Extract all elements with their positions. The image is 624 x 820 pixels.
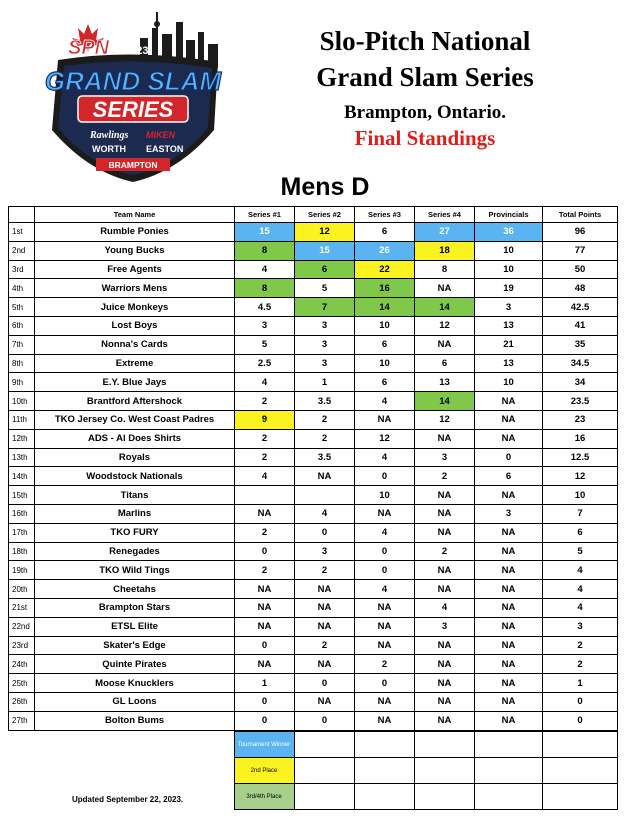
division-title: Mens D — [280, 173, 370, 201]
row-place: 26th — [9, 692, 35, 711]
row-place: 10th — [9, 392, 35, 411]
header-title-line2: Grand Slam Series — [316, 62, 534, 92]
row-place: 6th — [9, 316, 35, 335]
row-total: 48 — [543, 279, 618, 298]
table-row — [9, 316, 618, 335]
table-row — [9, 392, 618, 411]
row-s4: NA — [415, 655, 475, 674]
header-subtitle: Final Standings — [354, 126, 496, 150]
row-s3: 0 — [355, 542, 415, 561]
row-prov: 10 — [475, 373, 543, 392]
row-s2: 2 — [295, 561, 355, 580]
row-s3: 4 — [355, 580, 415, 599]
row-prov: 36 — [475, 223, 543, 242]
row-s1: NA — [235, 655, 295, 674]
row-s1 — [235, 486, 295, 505]
logo-line1: GRAND SLAM — [44, 66, 222, 96]
legend-row — [8, 758, 617, 784]
row-s3: 22 — [355, 260, 415, 279]
table-row — [9, 429, 618, 448]
row-team: TKO Jersey Co. West Coast Padres — [35, 410, 235, 429]
row-team: Free Agents — [35, 260, 235, 279]
row-prov: 10 — [475, 260, 543, 279]
row-place: 19th — [9, 561, 35, 580]
row-s3: 0 — [355, 561, 415, 580]
row-team: E.Y. Blue Jays — [35, 373, 235, 392]
row-s2: 2 — [295, 429, 355, 448]
row-team: Juice Monkeys — [35, 298, 235, 317]
row-s1: NA — [235, 598, 295, 617]
row-prov: NA — [475, 410, 543, 429]
table-row — [9, 692, 618, 711]
legend-yellow: 2nd Place — [234, 758, 294, 784]
row-s4: 8 — [415, 260, 475, 279]
row-place: 2nd — [9, 241, 35, 260]
row-s3: NA — [355, 410, 415, 429]
row-total: 6 — [543, 523, 618, 542]
row-place: 27th — [9, 711, 35, 730]
row-total: 4 — [543, 598, 618, 617]
row-prov: NA — [475, 392, 543, 411]
row-team: ADS - Al Does Shirts — [35, 429, 235, 448]
row-s2: 7 — [295, 298, 355, 317]
row-s2: 2 — [295, 636, 355, 655]
row-place: 20th — [9, 580, 35, 599]
row-prov: NA — [475, 542, 543, 561]
row-s4: 14 — [415, 298, 475, 317]
row-s2: 4 — [295, 504, 355, 523]
row-s1: 2 — [235, 448, 295, 467]
row-s1: 2 — [235, 523, 295, 542]
row-s4: NA — [415, 561, 475, 580]
row-prov: 0 — [475, 448, 543, 467]
row-s1: NA — [235, 580, 295, 599]
row-s3: NA — [355, 617, 415, 636]
col-total: Total Points — [543, 207, 618, 223]
row-s2: 0 — [295, 711, 355, 730]
sponsor-1: Rawlings — [90, 130, 129, 141]
row-prov: 13 — [475, 354, 543, 373]
row-s3: 10 — [355, 354, 415, 373]
legend-green: 3rd/4th Place — [234, 784, 294, 810]
row-s3: 10 — [355, 316, 415, 335]
row-place: 24th — [9, 655, 35, 674]
row-s1: 15 — [235, 223, 295, 242]
row-place: 16th — [9, 504, 35, 523]
row-s3: 4 — [355, 392, 415, 411]
table-row — [9, 636, 618, 655]
row-s2 — [295, 486, 355, 505]
row-s2: 3.5 — [295, 392, 355, 411]
row-total: 96 — [543, 223, 618, 242]
row-s3: 4 — [355, 448, 415, 467]
row-total: 50 — [543, 260, 618, 279]
row-team: ETSL Elite — [35, 617, 235, 636]
table-row — [9, 674, 618, 693]
table-row — [9, 298, 618, 317]
row-total: 4 — [543, 561, 618, 580]
row-team: Quinte Pirates — [35, 655, 235, 674]
row-s1: 3 — [235, 316, 295, 335]
row-s2: 15 — [295, 241, 355, 260]
row-place: 14th — [9, 467, 35, 486]
row-s3: NA — [355, 504, 415, 523]
logo-city: BRAMPTON — [108, 160, 158, 170]
col-provincials: Provincials — [475, 207, 543, 223]
row-s4: NA — [415, 429, 475, 448]
row-s4: 13 — [415, 373, 475, 392]
row-s4: 27 — [415, 223, 475, 242]
row-total: 12.5 — [543, 448, 618, 467]
row-s3: 12 — [355, 429, 415, 448]
row-total: 41 — [543, 316, 618, 335]
row-s1: 5 — [235, 335, 295, 354]
row-place: 11th — [9, 410, 35, 429]
row-total: 12 — [543, 467, 618, 486]
row-s1: 0 — [235, 542, 295, 561]
row-s2: 6 — [295, 260, 355, 279]
row-s4: NA — [415, 335, 475, 354]
row-s3: 16 — [355, 279, 415, 298]
standings-table — [8, 206, 618, 731]
row-s4: NA — [415, 692, 475, 711]
row-s3: 6 — [355, 223, 415, 242]
row-team: Moose Knucklers — [35, 674, 235, 693]
row-place: 12th — [9, 429, 35, 448]
row-prov: NA — [475, 674, 543, 693]
row-s1: 9 — [235, 410, 295, 429]
row-team: Bolton Bums — [35, 711, 235, 730]
row-s1: 4 — [235, 467, 295, 486]
table-row — [9, 655, 618, 674]
row-place: 23rd — [9, 636, 35, 655]
table-row — [9, 467, 618, 486]
table-row — [9, 598, 618, 617]
row-s4: 6 — [415, 354, 475, 373]
row-s4: 14 — [415, 392, 475, 411]
row-place: 25th — [9, 674, 35, 693]
row-prov: 19 — [475, 279, 543, 298]
row-place: 17th — [9, 523, 35, 542]
row-total: 3 — [543, 617, 618, 636]
row-s2: NA — [295, 655, 355, 674]
table-row — [9, 580, 618, 599]
row-s4: NA — [415, 674, 475, 693]
logo-line2: SERIES — [92, 97, 174, 122]
updated-note: Updated September 22, 2023. — [72, 795, 184, 804]
col-series-1: Series #1 — [235, 207, 295, 223]
row-s4: NA — [415, 636, 475, 655]
row-s2: NA — [295, 692, 355, 711]
row-s1: NA — [235, 617, 295, 636]
row-s3: 6 — [355, 335, 415, 354]
row-total: 1 — [543, 674, 618, 693]
row-s1: 2 — [235, 561, 295, 580]
sponsor-4: EASTON — [146, 144, 184, 154]
row-s3: NA — [355, 711, 415, 730]
col-series-2: Series #2 — [295, 207, 355, 223]
row-total: 34.5 — [543, 354, 618, 373]
row-team: Warriors Mens — [35, 279, 235, 298]
legend-blue: Tournament Winner — [234, 732, 294, 758]
row-s2: 3 — [295, 354, 355, 373]
row-s3: NA — [355, 636, 415, 655]
row-s4: NA — [415, 580, 475, 599]
sponsor-2: MIKEN — [146, 130, 175, 140]
row-place: 1st — [9, 223, 35, 242]
table-row — [9, 335, 618, 354]
row-s1: 2.5 — [235, 354, 295, 373]
col-series-3: Series #3 — [355, 207, 415, 223]
row-s1: 0 — [235, 636, 295, 655]
row-place: 18th — [9, 542, 35, 561]
row-team: Lost Boys — [35, 316, 235, 335]
row-prov: NA — [475, 561, 543, 580]
row-s4: 3 — [415, 617, 475, 636]
row-total: 0 — [543, 711, 618, 730]
row-s2: NA — [295, 598, 355, 617]
row-prov: 21 — [475, 335, 543, 354]
row-place: 4th — [9, 279, 35, 298]
row-s2: 3 — [295, 542, 355, 561]
row-total: 0 — [543, 692, 618, 711]
row-team: Rumble Ponies — [35, 223, 235, 242]
row-team: GL Loons — [35, 692, 235, 711]
table-row — [9, 711, 618, 730]
row-s2: 3.5 — [295, 448, 355, 467]
table-row — [9, 410, 618, 429]
row-prov: NA — [475, 636, 543, 655]
row-place: 21st — [9, 598, 35, 617]
row-team: Extreme — [35, 354, 235, 373]
row-team: Skater's Edge — [35, 636, 235, 655]
row-s1: 0 — [235, 692, 295, 711]
row-total: 5 — [543, 542, 618, 561]
row-s1: 4 — [235, 260, 295, 279]
table-row — [9, 486, 618, 505]
row-s1: 2 — [235, 429, 295, 448]
row-s4: NA — [415, 486, 475, 505]
row-total: 4 — [543, 580, 618, 599]
row-s3: NA — [355, 598, 415, 617]
row-prov: 6 — [475, 467, 543, 486]
row-s3: 0 — [355, 674, 415, 693]
col-place — [9, 207, 35, 223]
row-s1: 4 — [235, 373, 295, 392]
row-prov: NA — [475, 523, 543, 542]
row-s1: NA — [235, 504, 295, 523]
row-team: Nonna's Cards — [35, 335, 235, 354]
row-s2: 2 — [295, 410, 355, 429]
row-prov: 13 — [475, 316, 543, 335]
row-prov: NA — [475, 655, 543, 674]
col-team: Team Name — [35, 207, 235, 223]
table-row — [9, 279, 618, 298]
row-place: 3rd — [9, 260, 35, 279]
table-row — [9, 241, 618, 260]
row-s1: 0 — [235, 711, 295, 730]
table-row — [9, 373, 618, 392]
row-prov: NA — [475, 580, 543, 599]
row-total: 16 — [543, 429, 618, 448]
logo-brand: SPN — [68, 37, 110, 59]
row-prov: 10 — [475, 241, 543, 260]
row-place: 8th — [9, 354, 35, 373]
row-s1: 2 — [235, 392, 295, 411]
row-prov: NA — [475, 429, 543, 448]
table-row — [9, 223, 618, 242]
row-prov: NA — [475, 711, 543, 730]
row-s4: NA — [415, 504, 475, 523]
row-total: 77 — [543, 241, 618, 260]
row-total: 23 — [543, 410, 618, 429]
row-prov: 3 — [475, 504, 543, 523]
row-prov: NA — [475, 692, 543, 711]
row-place: 9th — [9, 373, 35, 392]
row-s3: 2 — [355, 655, 415, 674]
row-s3: 26 — [355, 241, 415, 260]
header-location: Brampton, Ontario. — [343, 102, 507, 123]
row-s4: 2 — [415, 542, 475, 561]
logo-year: 2023 — [124, 45, 149, 57]
row-s1: 4.5 — [235, 298, 295, 317]
row-s1: 8 — [235, 241, 295, 260]
row-total: 35 — [543, 335, 618, 354]
row-team: TKO FURY — [35, 523, 235, 542]
row-s2: 0 — [295, 674, 355, 693]
table-row — [9, 542, 618, 561]
row-total: 2 — [543, 636, 618, 655]
table-row — [9, 561, 618, 580]
legend-row — [8, 732, 617, 758]
row-s4: 4 — [415, 598, 475, 617]
header-row — [9, 207, 618, 223]
row-s2: 12 — [295, 223, 355, 242]
row-s3: NA — [355, 692, 415, 711]
row-team: Woodstock Nationals — [35, 467, 235, 486]
grand-slam-series-logo — [28, 10, 238, 190]
row-s3: 4 — [355, 523, 415, 542]
row-place: 22nd — [9, 617, 35, 636]
row-s2: 5 — [295, 279, 355, 298]
row-prov: NA — [475, 598, 543, 617]
sponsor-3: WORTH — [92, 144, 126, 154]
row-team: Brampton Stars — [35, 598, 235, 617]
row-s4: 3 — [415, 448, 475, 467]
row-team: Titans — [35, 486, 235, 505]
row-total: 10 — [543, 486, 618, 505]
table-row — [9, 504, 618, 523]
row-s1: 8 — [235, 279, 295, 298]
row-s2: 3 — [295, 335, 355, 354]
row-place: 5th — [9, 298, 35, 317]
row-s3: 10 — [355, 486, 415, 505]
row-team: Marlins — [35, 504, 235, 523]
row-s3: 6 — [355, 373, 415, 392]
row-s2: NA — [295, 617, 355, 636]
row-team: Young Bucks — [35, 241, 235, 260]
header-title-line1: Slo-Pitch National — [319, 26, 531, 56]
row-s2: 3 — [295, 316, 355, 335]
row-s2: NA — [295, 467, 355, 486]
row-s4: NA — [415, 279, 475, 298]
row-team: TKO Wild Tings — [35, 561, 235, 580]
row-team: Cheetahs — [35, 580, 235, 599]
row-place: 7th — [9, 335, 35, 354]
row-place: 15th — [9, 486, 35, 505]
row-total: 42.5 — [543, 298, 618, 317]
table-row — [9, 260, 618, 279]
table-row — [9, 523, 618, 542]
row-prov: NA — [475, 486, 543, 505]
table-row — [9, 354, 618, 373]
row-total: 34 — [543, 373, 618, 392]
row-place: 13th — [9, 448, 35, 467]
row-team: Royals — [35, 448, 235, 467]
row-prov: NA — [475, 617, 543, 636]
row-s4: 2 — [415, 467, 475, 486]
row-s4: 18 — [415, 241, 475, 260]
row-s3: 14 — [355, 298, 415, 317]
row-total: 23.5 — [543, 392, 618, 411]
row-team: Renegades — [35, 542, 235, 561]
row-s2: 0 — [295, 523, 355, 542]
row-s4: 12 — [415, 316, 475, 335]
row-s3: 0 — [355, 467, 415, 486]
table-row — [9, 448, 618, 467]
row-s1: 1 — [235, 674, 295, 693]
col-series-4: Series #4 — [415, 207, 475, 223]
row-prov: 3 — [475, 298, 543, 317]
row-s2: NA — [295, 580, 355, 599]
row-total: 7 — [543, 504, 618, 523]
row-team: Brantford Aftershock — [35, 392, 235, 411]
row-s2: 1 — [295, 373, 355, 392]
row-total: 2 — [543, 655, 618, 674]
row-s4: 12 — [415, 410, 475, 429]
row-s4: NA — [415, 523, 475, 542]
table-row — [9, 617, 618, 636]
row-s4: NA — [415, 711, 475, 730]
